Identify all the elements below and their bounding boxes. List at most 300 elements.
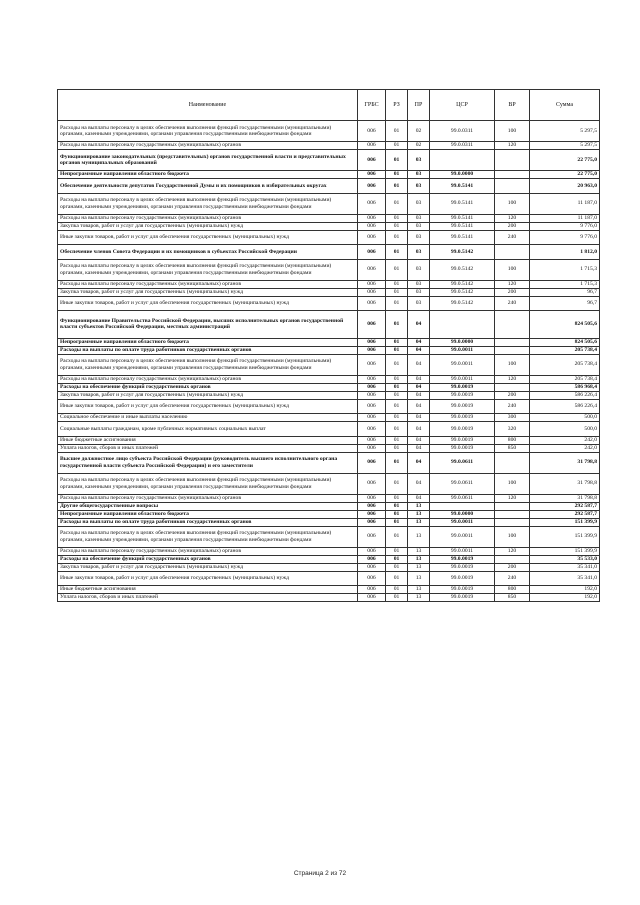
table-row [58,375,600,383]
cell-rz: 01 [386,193,408,214]
cell-name: Расходы на выплаты персоналу в целях обеспечения выполнения функций государственными (муниципальными) органами, казенными учреждениями, органами управления государственными внебюджетными фондами [58,193,358,214]
cell-grbs: 006 [358,436,386,444]
table-row [58,346,600,354]
cell-pr: 04 [408,422,430,437]
cell-vr: 850 [495,444,530,452]
cell-sum: 96,7 [530,296,600,311]
cell-csr: 99.0.0019 [430,586,495,594]
cell-name: Расходы на выплаты персоналу государственных (муниципальных) органов [58,142,358,150]
cell-pr: 04 [408,354,430,375]
cell-vr [495,171,530,179]
cell-grbs: 006 [358,354,386,375]
cell-sum: 586 968,4 [530,383,600,391]
table-row [58,594,600,602]
cell-pr: 13 [408,563,430,571]
cell-sum: 586 226,4 [530,399,600,414]
cell-grbs: 006 [358,594,386,602]
cell-csr: 99.0.0011 [430,375,495,383]
table-row [58,222,600,230]
cell-vr: 200 [495,391,530,399]
cell-csr: 99.0.0311 [430,121,495,142]
cell-grbs: 006 [358,259,386,280]
cell-vr: 200 [495,563,530,571]
cell-rz: 01 [386,150,408,171]
cell-sum: 22 775,0 [530,150,600,171]
table-row [58,414,600,422]
cell-rz: 01 [386,502,408,510]
cell-name: Социальное обеспечение и иные выплаты населению [58,414,358,422]
cell-sum: 292 587,7 [530,502,600,510]
cell-pr: 03 [408,193,430,214]
table-row [58,296,600,311]
cell-csr: 99.0.0611 [430,452,495,473]
cell-sum: 11 187,0 [530,214,600,222]
table-row [58,399,600,414]
cell-vr [495,383,530,391]
cell-csr: 99.0.5141 [430,230,495,245]
cell-grbs: 006 [358,586,386,594]
cell-pr: 04 [408,452,430,473]
cell-sum: 35 341,0 [530,571,600,586]
table-row [58,383,600,391]
cell-pr: 03 [408,179,430,194]
cell-pr: 13 [408,555,430,563]
cell-csr: 99.0.0000 [430,510,495,518]
cell-pr: 04 [408,391,430,399]
cell-grbs: 006 [358,346,386,354]
cell-grbs: 006 [358,494,386,502]
cell-sum: 824 505,6 [530,338,600,346]
table-row [58,142,600,150]
cell-vr [495,452,530,473]
cell-rz: 01 [386,414,408,422]
cell-rz: 01 [386,383,408,391]
cell-csr: 99.0.0019 [430,594,495,602]
cell-sum: 31 798,8 [530,473,600,494]
cell-pr: 04 [408,414,430,422]
cell-csr: 99.0.5142 [430,296,495,311]
cell-sum: 31 798,8 [530,452,600,473]
cell-grbs: 006 [358,571,386,586]
cell-sum: 586 226,4 [530,391,600,399]
cell-sum: 205 738,4 [530,354,600,375]
cell-csr: 99.0.0019 [430,444,495,452]
cell-csr: 99.0.5142 [430,288,495,296]
cell-name: Расходы на обеспечение функций государственных органов [58,555,358,563]
cell-rz: 01 [386,594,408,602]
cell-pr: 04 [408,436,430,444]
cell-rz: 01 [386,586,408,594]
cell-vr: 240 [495,399,530,414]
cell-grbs: 006 [358,311,386,339]
header-row [58,90,600,121]
cell-csr: 99.0.0611 [430,473,495,494]
cell-csr: 99.0.0019 [430,383,495,391]
cell-pr: 13 [408,547,430,555]
cell-csr: 99.0.0011 [430,346,495,354]
cell-vr: 200 [495,222,530,230]
cell-pr: 13 [408,518,430,526]
cell-name: Другие общегосударственные вопросы [58,502,358,510]
cell-pr: 04 [408,444,430,452]
cell-name: Иные закупки товаров, работ и услуг для обеспечения государственных (муниципальных) нужд [58,399,358,414]
cell-vr [495,510,530,518]
cell-sum: 31 798,8 [530,494,600,502]
cell-grbs: 006 [358,547,386,555]
cell-grbs: 006 [358,150,386,171]
cell-rz: 01 [386,555,408,563]
table-row [58,502,600,510]
cell-grbs: 006 [358,399,386,414]
cell-name: Закупка товаров, работ и услуг для государственных (муниципальных) нужд [58,563,358,571]
cell-vr: 120 [495,214,530,222]
cell-sum: 1 715,3 [530,280,600,288]
table-body [58,121,600,602]
cell-pr: 03 [408,280,430,288]
cell-name: Расходы на выплаты персоналу государственных (муниципальных) органов [58,494,358,502]
cell-name: Непрограммные направления областного бюджета [58,510,358,518]
cell-grbs: 006 [358,193,386,214]
cell-name: Расходы на выплаты персоналу государственных (муниципальных) органов [58,280,358,288]
cell-grbs: 006 [358,222,386,230]
cell-vr: 800 [495,586,530,594]
table-row [58,452,600,473]
cell-grbs: 006 [358,338,386,346]
cell-sum: 5 297,5 [530,142,600,150]
page-footer: Страница 2 из 72 [293,870,347,877]
cell-name: Иные закупки товаров, работ и услуг для обеспечения государственных (муниципальных) нужд [58,230,358,245]
cell-rz: 01 [386,510,408,518]
cell-csr: 99.0.0019 [430,414,495,422]
cell-grbs: 006 [358,230,386,245]
cell-sum: 151 399,9 [530,526,600,547]
cell-sum: 96,7 [530,288,600,296]
cell-sum: 9 776,0 [530,222,600,230]
cell-name: Расходы на выплаты по оплате труда работников государственных органов [58,346,358,354]
cell-csr [430,502,495,510]
cell-pr: 02 [408,142,430,150]
cell-csr [430,150,495,171]
cell-pr: 13 [408,510,430,518]
cell-name: Обеспечение членов Совета Федерации и их помощников в субъектах Российской Федерации [58,245,358,260]
cell-grbs: 006 [358,245,386,260]
cell-grbs: 006 [358,214,386,222]
cell-grbs: 006 [358,555,386,563]
cell-vr: 100 [495,193,530,214]
cell-grbs: 006 [358,510,386,518]
cell-rz: 01 [386,547,408,555]
cell-rz: 01 [386,142,408,150]
table-row [58,311,600,339]
cell-csr: 99.0.5142 [430,280,495,288]
cell-sum: 192,0 [530,586,600,594]
cell-pr: 04 [408,311,430,339]
cell-name: Закупка товаров, работ и услуг для государственных (муниципальных) нужд [58,391,358,399]
cell-sum: 22 775,0 [530,171,600,179]
cell-grbs: 006 [358,179,386,194]
cell-name: Расходы на выплаты персоналу в целях обеспечения выполнения функций государственными (муниципальными) органами, казенными учреждениями, органами управления государственными внебюджетными фондами [58,259,358,280]
cell-vr: 200 [495,288,530,296]
table-row [58,422,600,437]
cell-pr: 02 [408,121,430,142]
cell-pr: 04 [408,383,430,391]
cell-pr: 04 [408,494,430,502]
cell-pr: 13 [408,586,430,594]
cell-grbs: 006 [358,121,386,142]
table-row [58,571,600,586]
cell-sum: 151 399,9 [530,547,600,555]
cell-name: Расходы на выплаты персоналу в целях обеспечения выполнения функций государственными (муниципальными) органами, казенными учреждениями, органами управления государственными внебюджетными фондами [58,121,358,142]
cell-vr [495,150,530,171]
cell-grbs: 006 [358,422,386,437]
cell-vr: 240 [495,571,530,586]
cell-vr: 100 [495,121,530,142]
cell-rz: 01 [386,171,408,179]
table-row [58,547,600,555]
cell-rz: 01 [386,346,408,354]
cell-csr: 99.0.5141 [430,214,495,222]
cell-name: Иные закупки товаров, работ и услуг для обеспечения государственных (муниципальных) нужд [58,296,358,311]
table-row [58,121,600,142]
cell-sum: 9 776,0 [530,230,600,245]
cell-grbs: 006 [358,563,386,571]
cell-rz: 01 [386,288,408,296]
cell-grbs: 006 [358,452,386,473]
cell-name: Расходы на обеспечение функций государственных органов [58,383,358,391]
cell-rz: 01 [386,518,408,526]
cell-pr: 03 [408,150,430,171]
cell-rz: 01 [386,179,408,194]
cell-rz: 01 [386,121,408,142]
header-name: Наименование [58,90,358,121]
cell-grbs: 006 [358,518,386,526]
cell-vr: 240 [495,296,530,311]
table-row [58,150,600,171]
cell-sum: 824 505,6 [530,311,600,339]
cell-vr [495,245,530,260]
cell-rz: 01 [386,571,408,586]
cell-csr: 99.0.0019 [430,422,495,437]
cell-pr: 03 [408,222,430,230]
cell-csr: 99.0.0019 [430,399,495,414]
cell-vr: 100 [495,259,530,280]
cell-sum: 1 715,3 [530,259,600,280]
table-row [58,179,600,194]
cell-rz: 01 [386,311,408,339]
cell-name: Уплата налогов, сборов и иных платежей [58,594,358,602]
table-row [58,280,600,288]
cell-sum: 242,0 [530,436,600,444]
cell-csr: 99.0.0019 [430,563,495,571]
cell-grbs: 006 [358,142,386,150]
cell-rz: 01 [386,444,408,452]
cell-sum: 1 812,0 [530,245,600,260]
table-header [58,90,600,121]
cell-rz: 01 [386,436,408,444]
cell-rz: 01 [386,526,408,547]
cell-vr: 320 [495,422,530,437]
cell-pr: 03 [408,171,430,179]
cell-sum: 20 963,0 [530,179,600,194]
cell-rz: 01 [386,375,408,383]
cell-vr [495,346,530,354]
cell-csr: 99.0.5142 [430,259,495,280]
cell-name: Социальные выплаты гражданам, кроме публичных нормативных социальных выплат [58,422,358,437]
cell-pr: 04 [408,473,430,494]
cell-vr: 100 [495,473,530,494]
cell-vr: 120 [495,142,530,150]
header-csr: ЦСР [430,90,495,121]
cell-csr: 99.0.0311 [430,142,495,150]
header-grbs: ГРБС [358,90,386,121]
cell-grbs: 006 [358,414,386,422]
header-sum: Сумма [530,90,600,121]
cell-pr: 03 [408,245,430,260]
cell-sum: 11 187,0 [530,193,600,214]
table-row [58,526,600,547]
cell-name: Расходы на выплаты персоналу в целях обеспечения выполнения функций государственными (муниципальными) органами, казенными учреждениями, органами управления государственными внебюджетными фондами [58,354,358,375]
cell-name: Обеспечение деятельности депутатов Государственной Думы и их помощников в избирательных округах [58,179,358,194]
cell-vr: 120 [495,547,530,555]
cell-pr: 03 [408,230,430,245]
cell-csr: 99.0.5141 [430,179,495,194]
cell-csr: 99.0.5141 [430,222,495,230]
cell-rz: 01 [386,391,408,399]
cell-vr [495,179,530,194]
cell-sum: 5 297,5 [530,121,600,142]
cell-pr: 04 [408,338,430,346]
cell-pr: 03 [408,296,430,311]
cell-csr: 99.0.5142 [430,245,495,260]
cell-pr: 13 [408,594,430,602]
cell-name: Закупка товаров, работ и услуг для государственных (муниципальных) нужд [58,222,358,230]
table-row [58,354,600,375]
cell-rz: 01 [386,354,408,375]
cell-grbs: 006 [358,526,386,547]
cell-rz: 01 [386,422,408,437]
cell-name: Расходы на выплаты по оплате труда работников государственных органов [58,518,358,526]
cell-vr: 100 [495,354,530,375]
cell-csr [430,311,495,339]
cell-name: Иные бюджетные ассигнования [58,586,358,594]
cell-csr: 99.0.0000 [430,171,495,179]
cell-pr: 13 [408,526,430,547]
table-row [58,391,600,399]
table-row [58,473,600,494]
cell-grbs: 006 [358,288,386,296]
cell-grbs: 006 [358,473,386,494]
cell-vr [495,555,530,563]
cell-grbs: 006 [358,444,386,452]
cell-csr: 99.0.0011 [430,518,495,526]
cell-grbs: 006 [358,375,386,383]
cell-rz: 01 [386,452,408,473]
cell-rz: 01 [386,494,408,502]
cell-rz: 01 [386,399,408,414]
cell-name: Непрограммные направления областного бюджета [58,171,358,179]
cell-rz: 01 [386,473,408,494]
budget-table [57,89,600,602]
cell-sum: 192,0 [530,594,600,602]
cell-pr: 13 [408,571,430,586]
cell-sum: 242,0 [530,444,600,452]
table-row [58,245,600,260]
cell-rz: 01 [386,259,408,280]
cell-vr: 850 [495,594,530,602]
table-row [58,259,600,280]
cell-rz: 01 [386,222,408,230]
cell-rz: 01 [386,214,408,222]
cell-vr [495,338,530,346]
cell-csr: 99.0.0019 [430,436,495,444]
cell-rz: 01 [386,563,408,571]
cell-sum: 500,0 [530,422,600,437]
table-row [58,193,600,214]
cell-rz: 01 [386,245,408,260]
cell-sum: 500,0 [530,414,600,422]
cell-vr: 120 [495,494,530,502]
cell-csr: 99.0.0011 [430,526,495,547]
header-vr: ВР [495,90,530,121]
cell-csr: 99.0.0019 [430,391,495,399]
table-row [58,436,600,444]
table-row [58,230,600,245]
cell-grbs: 006 [358,296,386,311]
cell-sum: 292 587,7 [530,510,600,518]
cell-grbs: 006 [358,391,386,399]
header-rz: РЗ [386,90,408,121]
table-row [58,444,600,452]
cell-rz: 01 [386,338,408,346]
cell-sum: 151 399,9 [530,518,600,526]
cell-rz: 01 [386,230,408,245]
table-row [58,518,600,526]
cell-name: Функционирование Правительства Российской Федерации, высших исполнительных органов государственной власти субъектов Российской Федерации, местных администраций [58,311,358,339]
cell-name: Высшее должностное лицо субъекта Российской Федерации (руководитель высшего исполнительного органа государственной власти субъекта Российской Федерации) и его заместители [58,452,358,473]
cell-name: Расходы на выплаты персоналу государственных (муниципальных) органов [58,214,358,222]
table-row [58,563,600,571]
table-row [58,288,600,296]
cell-sum: 35 341,0 [530,563,600,571]
cell-name: Функционирование законодательных (представительных) органов государственной власти и представительных органов муниципальных образований [58,150,358,171]
cell-vr [495,518,530,526]
table-row [58,338,600,346]
cell-name: Непрограммные направления областного бюджета [58,338,358,346]
cell-name: Расходы на выплаты персоналу государственных (муниципальных) органов [58,547,358,555]
cell-sum: 205 738,4 [530,375,600,383]
header-pr: ПР [408,90,430,121]
cell-pr: 04 [408,399,430,414]
cell-csr: 99.0.0000 [430,338,495,346]
cell-vr [495,502,530,510]
cell-pr: 04 [408,346,430,354]
cell-name: Иные бюджетные ассигнования [58,436,358,444]
cell-csr: 99.0.0019 [430,555,495,563]
cell-sum: 35 533,0 [530,555,600,563]
cell-rz: 01 [386,296,408,311]
cell-vr: 240 [495,230,530,245]
table-row [58,494,600,502]
cell-name: Расходы на выплаты персоналу в целях обеспечения выполнения функций государственными (муниципальными) органами, казенными учреждениями, органами управления государственными внебюджетными фондами [58,473,358,494]
cell-name: Расходы на выплаты персоналу государственных (муниципальных) органов [58,375,358,383]
cell-pr: 03 [408,259,430,280]
cell-vr [495,311,530,339]
cell-sum: 205 738,4 [530,346,600,354]
cell-csr: 99.0.0019 [430,571,495,586]
cell-vr: 800 [495,436,530,444]
cell-vr: 120 [495,375,530,383]
cell-name: Расходы на выплаты персоналу в целях обеспечения выполнения функций государственными (муниципальными) органами, казенными учреждениями, органами управления государственными внебюджетными фондами [58,526,358,547]
